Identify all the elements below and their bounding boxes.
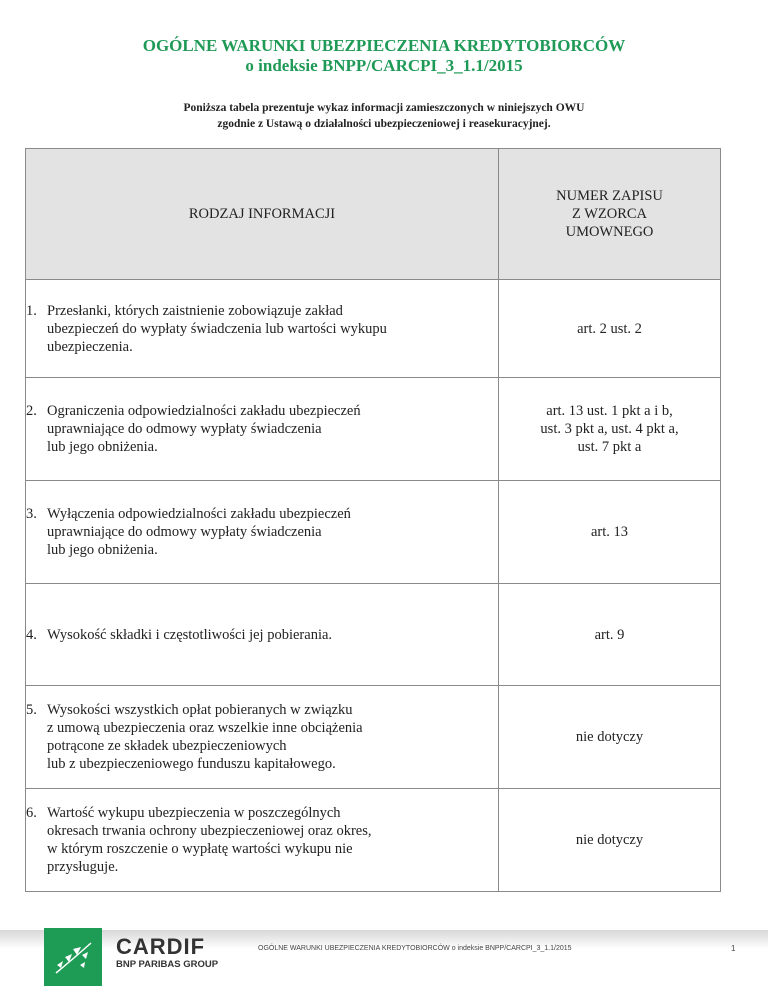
- information-cell: 5. Wysokości wszystkich opłat pobieranych w związku z umową ubezpieczenia oraz wszelkie inne obciążenia potrącone ze składek ubezpieczeniowych lub z ubezpieczeniowego funduszu kapitałowego.: [26, 686, 499, 789]
- item-number: 2.: [26, 403, 37, 419]
- table-row: [26, 584, 721, 686]
- brand-block: [116, 935, 218, 970]
- item-number: 5.: [26, 702, 37, 718]
- information-cell: 4. Wysokość składki i częstotliwości jej pobierania.: [26, 584, 499, 686]
- table-header-row: [26, 149, 721, 280]
- column-header-record-number: NUMER ZAPISU Z WZORCA UMOWNEGO: [499, 149, 721, 280]
- document-title: [0, 36, 768, 76]
- information-cell: 6. Wartość wykupu ubezpieczenia w poszczególnych okresach trwania ochrony ubezpieczeniowej oraz okres, w którym roszczenie o wypłatę wartości wykupu nie przysługuje.: [26, 789, 499, 892]
- document-subtitle: [0, 100, 768, 132]
- item-number: 3.: [26, 506, 37, 522]
- record-number-cell: nie dotyczy: [499, 686, 721, 789]
- information-cell: 3. Wyłączenia odpowiedzialności zakładu ubezpieczeń uprawniające do odmowy wypłaty świadczenia lub jego obniżenia.: [26, 481, 499, 584]
- title-line-2: o indeksie BNPP/CARCPI_3_1.1/2015: [245, 56, 523, 75]
- record-number-cell: art. 2 ust. 2: [499, 280, 721, 378]
- item-number: 4.: [26, 626, 37, 643]
- footer-document-reference: OGÓLNE WARUNKI UBEZPIECZENIA KREDYTOBIORCÓW o indeksie BNPP/CARCPI_3_1.1/2015: [258, 945, 572, 952]
- record-number-cell: nie dotyczy: [499, 789, 721, 892]
- item-number: 1.: [26, 302, 37, 319]
- subtitle-line-2: zgodnie z Ustawą o działalności ubezpieczeniowej i reasekuracyjnej.: [217, 118, 551, 130]
- brand-group: BNP PARIBAS GROUP: [116, 959, 219, 970]
- title-line-1: OGÓLNE WARUNKI UBEZPIECZENIA KREDYTOBIORCÓW: [142, 36, 626, 55]
- table-row: [26, 789, 721, 892]
- record-number-cell: art. 13 ust. 1 pkt a i b, ust. 3 pkt a, ust. 4 pkt a, ust. 7 pkt a: [499, 378, 721, 481]
- item-number: 6.: [26, 805, 37, 821]
- table-row: [26, 280, 721, 378]
- table-row: [26, 481, 721, 584]
- subtitle-line-1: Poniższa tabela prezentuje wykaz informacji zamieszczonych w niniejszych OWU: [183, 102, 585, 114]
- information-table: [25, 148, 721, 892]
- table-row: [26, 378, 721, 481]
- record-number-cell: art. 9: [499, 584, 721, 686]
- column-header-information-type: RODZAJ INFORMACJI: [26, 149, 499, 280]
- stars-icon: [51, 935, 95, 979]
- table-row: [26, 686, 721, 789]
- record-number-cell: art. 13: [499, 481, 721, 584]
- cardif-logo: [44, 928, 102, 986]
- information-cell: 1. Przesłanki, których zaistnienie zobowiązuje zakład ubezpieczeń do wypłaty świadczenia lub wartości wykupu ubezpieczenia.: [26, 280, 499, 378]
- information-cell: 2. Ograniczenia odpowiedzialności zakładu ubezpieczeń uprawniające do odmowy wypłaty świadczenia lub jego obniżenia.: [26, 378, 499, 481]
- page-number: 1: [731, 944, 736, 953]
- brand-name: CARDIF: [116, 934, 206, 959]
